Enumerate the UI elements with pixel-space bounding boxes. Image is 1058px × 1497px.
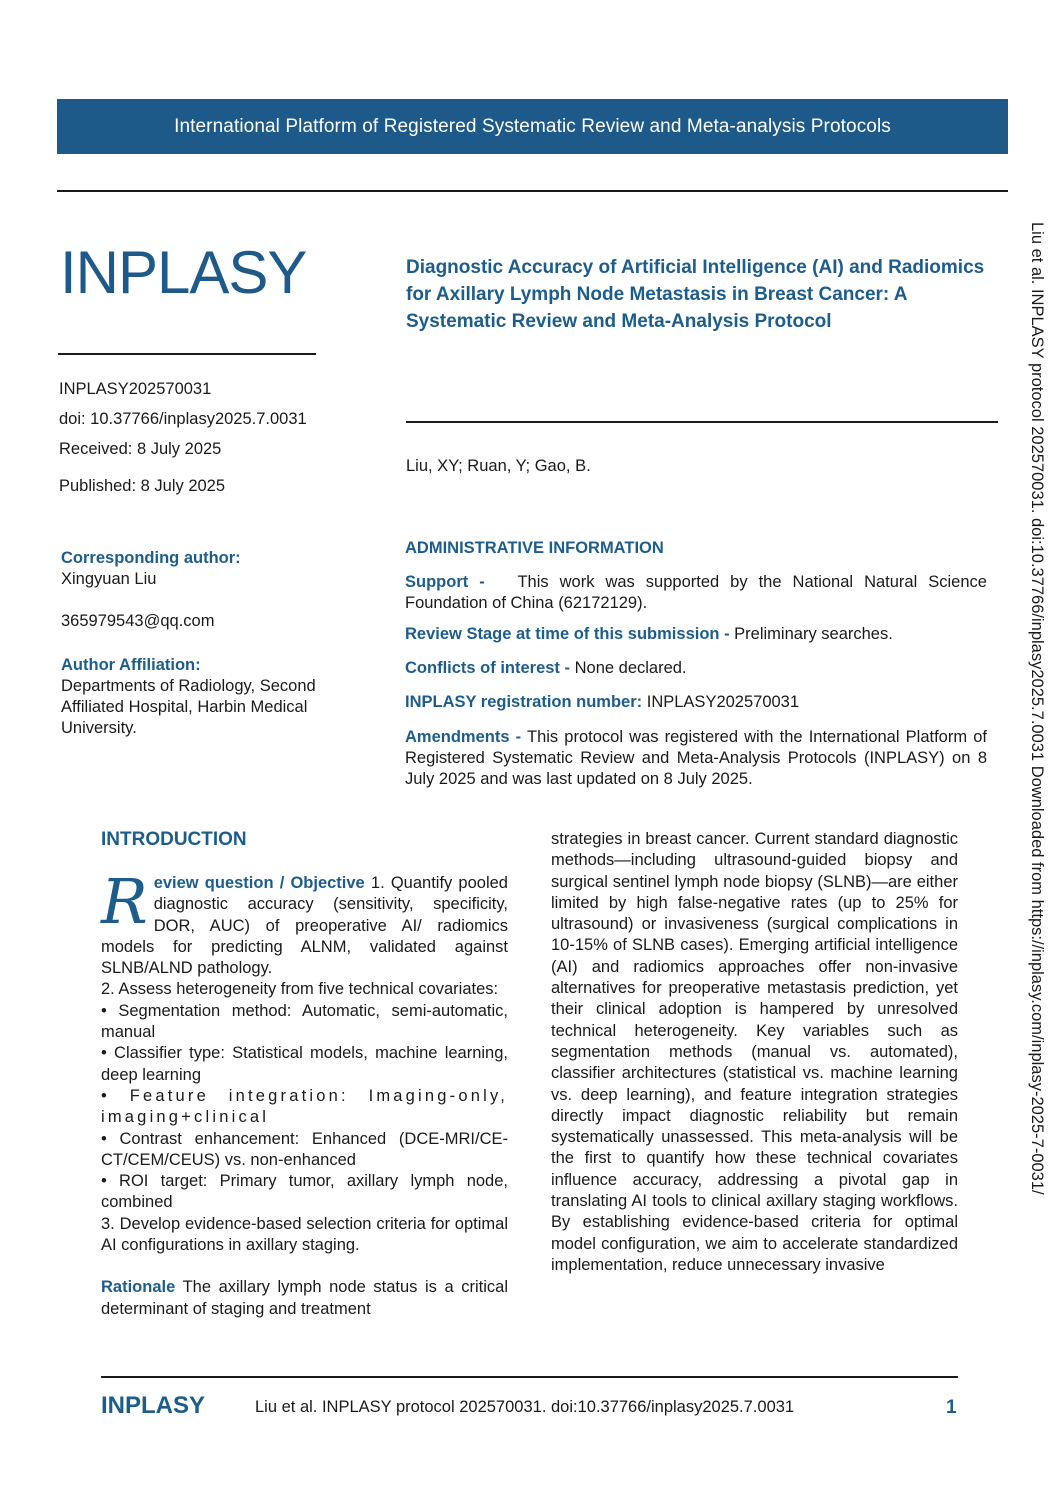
- banner-text: International Platform of Registered Systematic Review and Meta-analysis Protocols: [174, 115, 891, 137]
- conflicts-label: Conflicts of interest -: [405, 659, 571, 677]
- rationale-label: Rationale: [101, 1278, 176, 1297]
- covariate-segmentation: • Segmentation method: Automatic, semi-automatic, manual: [101, 1001, 508, 1042]
- rationale-paragraph: [101, 1277, 508, 1320]
- review-stage-label: Review Stage at time of this submission -: [405, 625, 730, 643]
- paper-title: Diagnostic Accuracy of Artificial Intelligence (AI) and Radiomics for Axillary Lymph Node Metastasis in Breast Cancer: A Systematic Review and Meta-Analysis Protocol: [406, 257, 985, 332]
- review-stage-entry: [405, 624, 987, 645]
- objective-1: 1. Quantify pooled diagnostic accuracy (sensitivity, specificity, DOR, AUC) of preoperative AI/ radiomics models for predicting ALNM, validated against SLNB/ALND pathology.: [101, 874, 508, 978]
- footer-citation: Liu et al. INPLASY protocol 202570031. doi:10.37766/inplasy2025.7.0031: [255, 1398, 795, 1416]
- footer-divider: [101, 1376, 958, 1378]
- amendments-label: Amendments -: [405, 728, 522, 746]
- right-column: [551, 829, 958, 1276]
- covariate-contrast: • Contrast enhancement: Enhanced (DCE-MRI/CE-CT/CEM/CEUS) vs. non-enhanced: [101, 1129, 508, 1169]
- review-question-paragraph: [101, 865, 508, 979]
- support-entry: [405, 572, 987, 614]
- covariate-classifier: • Classifier type: Statistical models, machine learning, deep learning: [101, 1044, 508, 1084]
- affiliation-text: Departments of Radiology, Second Affiliated Hospital, Harbin Medical University.: [61, 677, 316, 737]
- rationale-text: The axillary lymph node status is a critical determinant of staging and treatment: [101, 1278, 509, 1318]
- corresponding-author-label: Corresponding author:: [61, 549, 241, 567]
- affiliation-label: Author Affiliation:: [61, 656, 201, 674]
- objective-3: 3. Develop evidence-based selection criteria for optimal AI configurations in axillary staging.: [101, 1214, 508, 1255]
- top-divider: [57, 190, 1008, 192]
- support-label: Support -: [405, 573, 485, 591]
- registration-id: INPLASY202570031: [59, 380, 212, 398]
- page-number: 1: [946, 1397, 957, 1418]
- review-stage-text: Preliminary searches.: [734, 625, 893, 643]
- covariate-roi: • ROI target: Primary tumor, axillary lymph node, combined: [101, 1172, 508, 1212]
- doi: doi: 10.37766/inplasy2025.7.0031: [59, 410, 307, 428]
- published-date: Published: 8 July 2025: [59, 477, 226, 495]
- header-banner: [57, 99, 1008, 154]
- rationale-continued: strategies in breast cancer. Current standard diagnostic methods—including ultrasound-guided biopsy and surgical sentinel lymph node biopsy (SLNB)—are either limited by high false-negative rates (up to 25% for ultrasound) or invasiveness (surgical complications in 10-15% of SLNB cases). Emerging artificial intelligence (AI) and radiomics approaches offer non-invasive alternatives for preoperative metastasis prediction, yet their clinical adoption is hampered by unresolved technical heterogeneity. Key variables such as segmentation methods (manual vs. automated), classifier architectures (statistical vs. machine learning vs. deep learning), and feature integration strategies directly impact diagnostic reliability but remain systematically unassessed. This meta-analysis will be the first to quantify how these technical covariates influence accuracy, addressing a pivotal gap in translating AI tools to clinical axillary staging workflows. By establishing evidence-based criteria for optimal model configuration, we aim to accelerate standardized implementation, reduce unnecessary invasive: [551, 830, 958, 1274]
- introduction-heading: INTRODUCTION: [101, 829, 247, 850]
- covariate-feature-integration: • Feature integration: Imaging-only, imaging+clinical: [101, 1086, 508, 1127]
- corresponding-author-block: [61, 548, 351, 632]
- registration-entry: [405, 692, 987, 713]
- drop-cap: R: [101, 865, 148, 938]
- conflicts-text: None declared.: [574, 659, 687, 677]
- corresponding-author-email: 365979543@qq.com: [61, 612, 215, 630]
- admin-heading-text: ADMINISTRATIVE INFORMATION: [405, 539, 664, 557]
- review-question-label: eview question / Objective: [153, 874, 365, 892]
- conflicts-entry: [405, 658, 987, 679]
- title-divider: [406, 421, 998, 423]
- received-date: Received: 8 July 2025: [59, 440, 222, 458]
- amendments-entry: [405, 727, 987, 790]
- brand-divider: [58, 353, 316, 355]
- objective-2: 2. Assess heterogeneity from five technical covariates:: [101, 980, 499, 999]
- amendments-text: This protocol was registered with the International Platform of Registered Systematic Review and Meta-Analysis Protocols (INPLASY) on 8 July 2025 and was last updated on 8 July 2025.: [405, 728, 987, 788]
- support-text: This work was supported by the National Natural Science Foundation of China (62172129).: [405, 573, 987, 612]
- corresponding-author-name: Xingyuan Liu: [61, 570, 157, 588]
- side-citation: Liu et al. INPLASY protocol 202570031. doi:10.37766/inplasy2025.7.0031 Downloaded from https://inplasy.com/inplasy-2025-7-0031/: [1028, 222, 1046, 1195]
- author-list: Liu, XY; Ruan, Y; Gao, B.: [406, 457, 591, 475]
- registration-number: INPLASY202570031: [646, 693, 800, 711]
- affiliation-block: [61, 655, 351, 739]
- left-column: [101, 865, 509, 1320]
- registration-label: INPLASY registration number:: [405, 693, 643, 711]
- admin-heading: [405, 538, 987, 559]
- footer-brand: INPLASY: [101, 1392, 206, 1419]
- brand-logo: INPLASY: [60, 239, 307, 306]
